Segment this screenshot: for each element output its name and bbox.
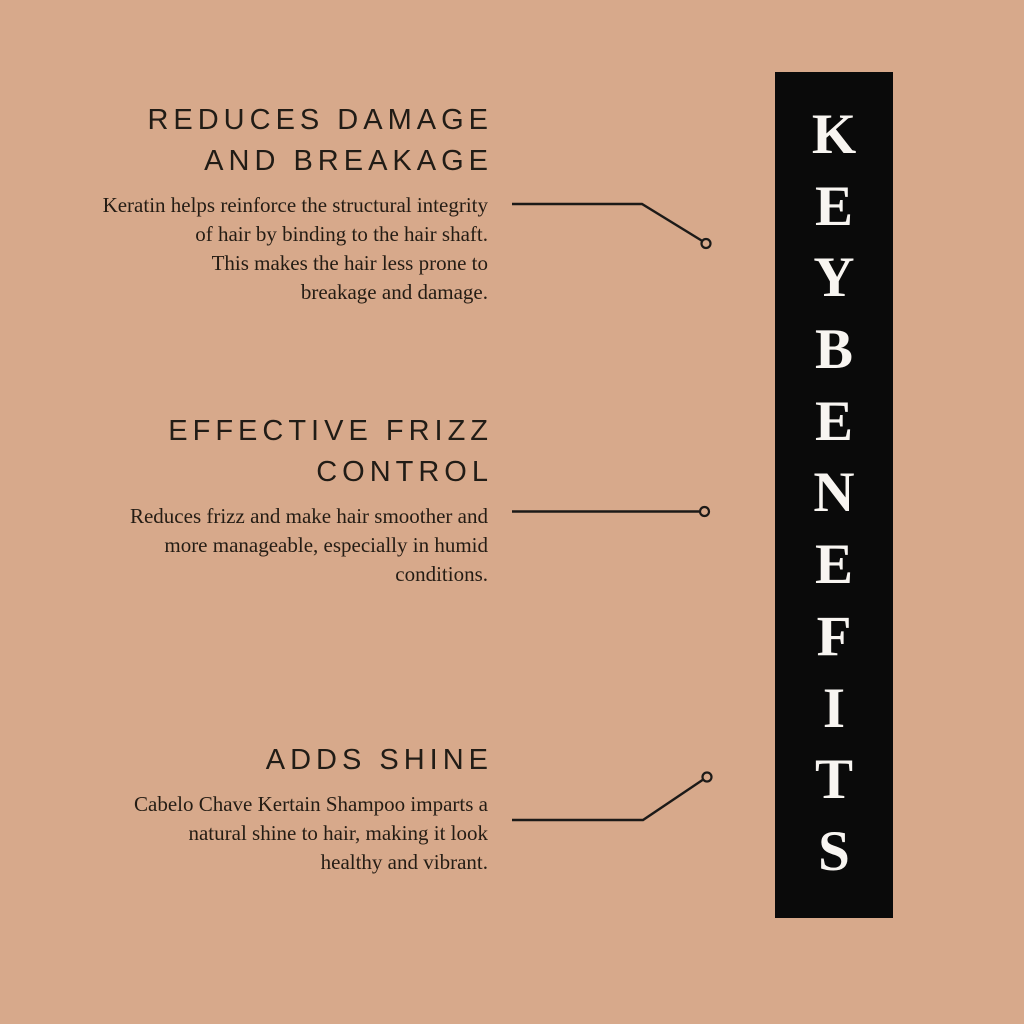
- banner-letter: S: [818, 819, 850, 883]
- section-body-line: This makes the hair less prone to: [211, 251, 488, 275]
- banner-letter: T: [814, 748, 854, 812]
- section-body-line: healthy and vibrant.: [320, 850, 488, 874]
- key-benefits-banner: [775, 72, 893, 918]
- benefit-section-reduces-damage: [58, 100, 493, 307]
- connector-line-adds-shine: [512, 773, 712, 821]
- connector-endpoint-dot: [703, 773, 712, 782]
- banner-letter: E: [814, 389, 854, 453]
- banner-letter: I: [822, 676, 846, 740]
- section-body-line: natural shine to hair, making it look: [188, 821, 488, 845]
- section-body: [58, 191, 488, 307]
- section-heading-line: AND BREAKAGE: [204, 145, 493, 177]
- section-heading-line: ADDS SHINE: [265, 744, 493, 776]
- banner-letter: N: [813, 461, 855, 525]
- connector-line-reduces-damage: [512, 204, 711, 248]
- banner-letter: K: [811, 103, 857, 166]
- banner-letter: E: [814, 533, 854, 597]
- connector-endpoint-dot: [700, 507, 709, 516]
- benefit-section-adds-shine: [58, 740, 493, 877]
- section-heading-line: EFFECTIVE FRIZZ: [168, 415, 493, 447]
- banner-letter: E: [814, 174, 854, 238]
- banner-letter: B: [814, 318, 854, 382]
- section-body-line: breakage and damage.: [300, 280, 488, 304]
- benefit-section-frizz-control: [58, 411, 493, 589]
- section-body: [58, 790, 488, 877]
- section-heading-line: CONTROL: [316, 456, 493, 488]
- section-body-line: more manageable, especially in humid: [164, 533, 488, 557]
- section-body-line: Cabelo Chave Kertain Shampoo imparts a: [134, 792, 488, 816]
- section-heading-line: REDUCES DAMAGE: [147, 104, 493, 136]
- section-body-line: Keratin helps reinforce the structural integrity: [102, 193, 488, 217]
- banner-letter: F: [816, 604, 852, 668]
- banner-letter: Y: [813, 246, 855, 310]
- section-body-line: of hair by binding to the hair shaft.: [195, 222, 488, 246]
- connector-line-frizz-control: [512, 507, 709, 516]
- connector-endpoint-dot: [702, 239, 711, 248]
- section-body-line: conditions.: [395, 562, 488, 586]
- section-body-line: Reduces frizz and make hair smoother and: [129, 504, 488, 528]
- section-body: [58, 502, 488, 589]
